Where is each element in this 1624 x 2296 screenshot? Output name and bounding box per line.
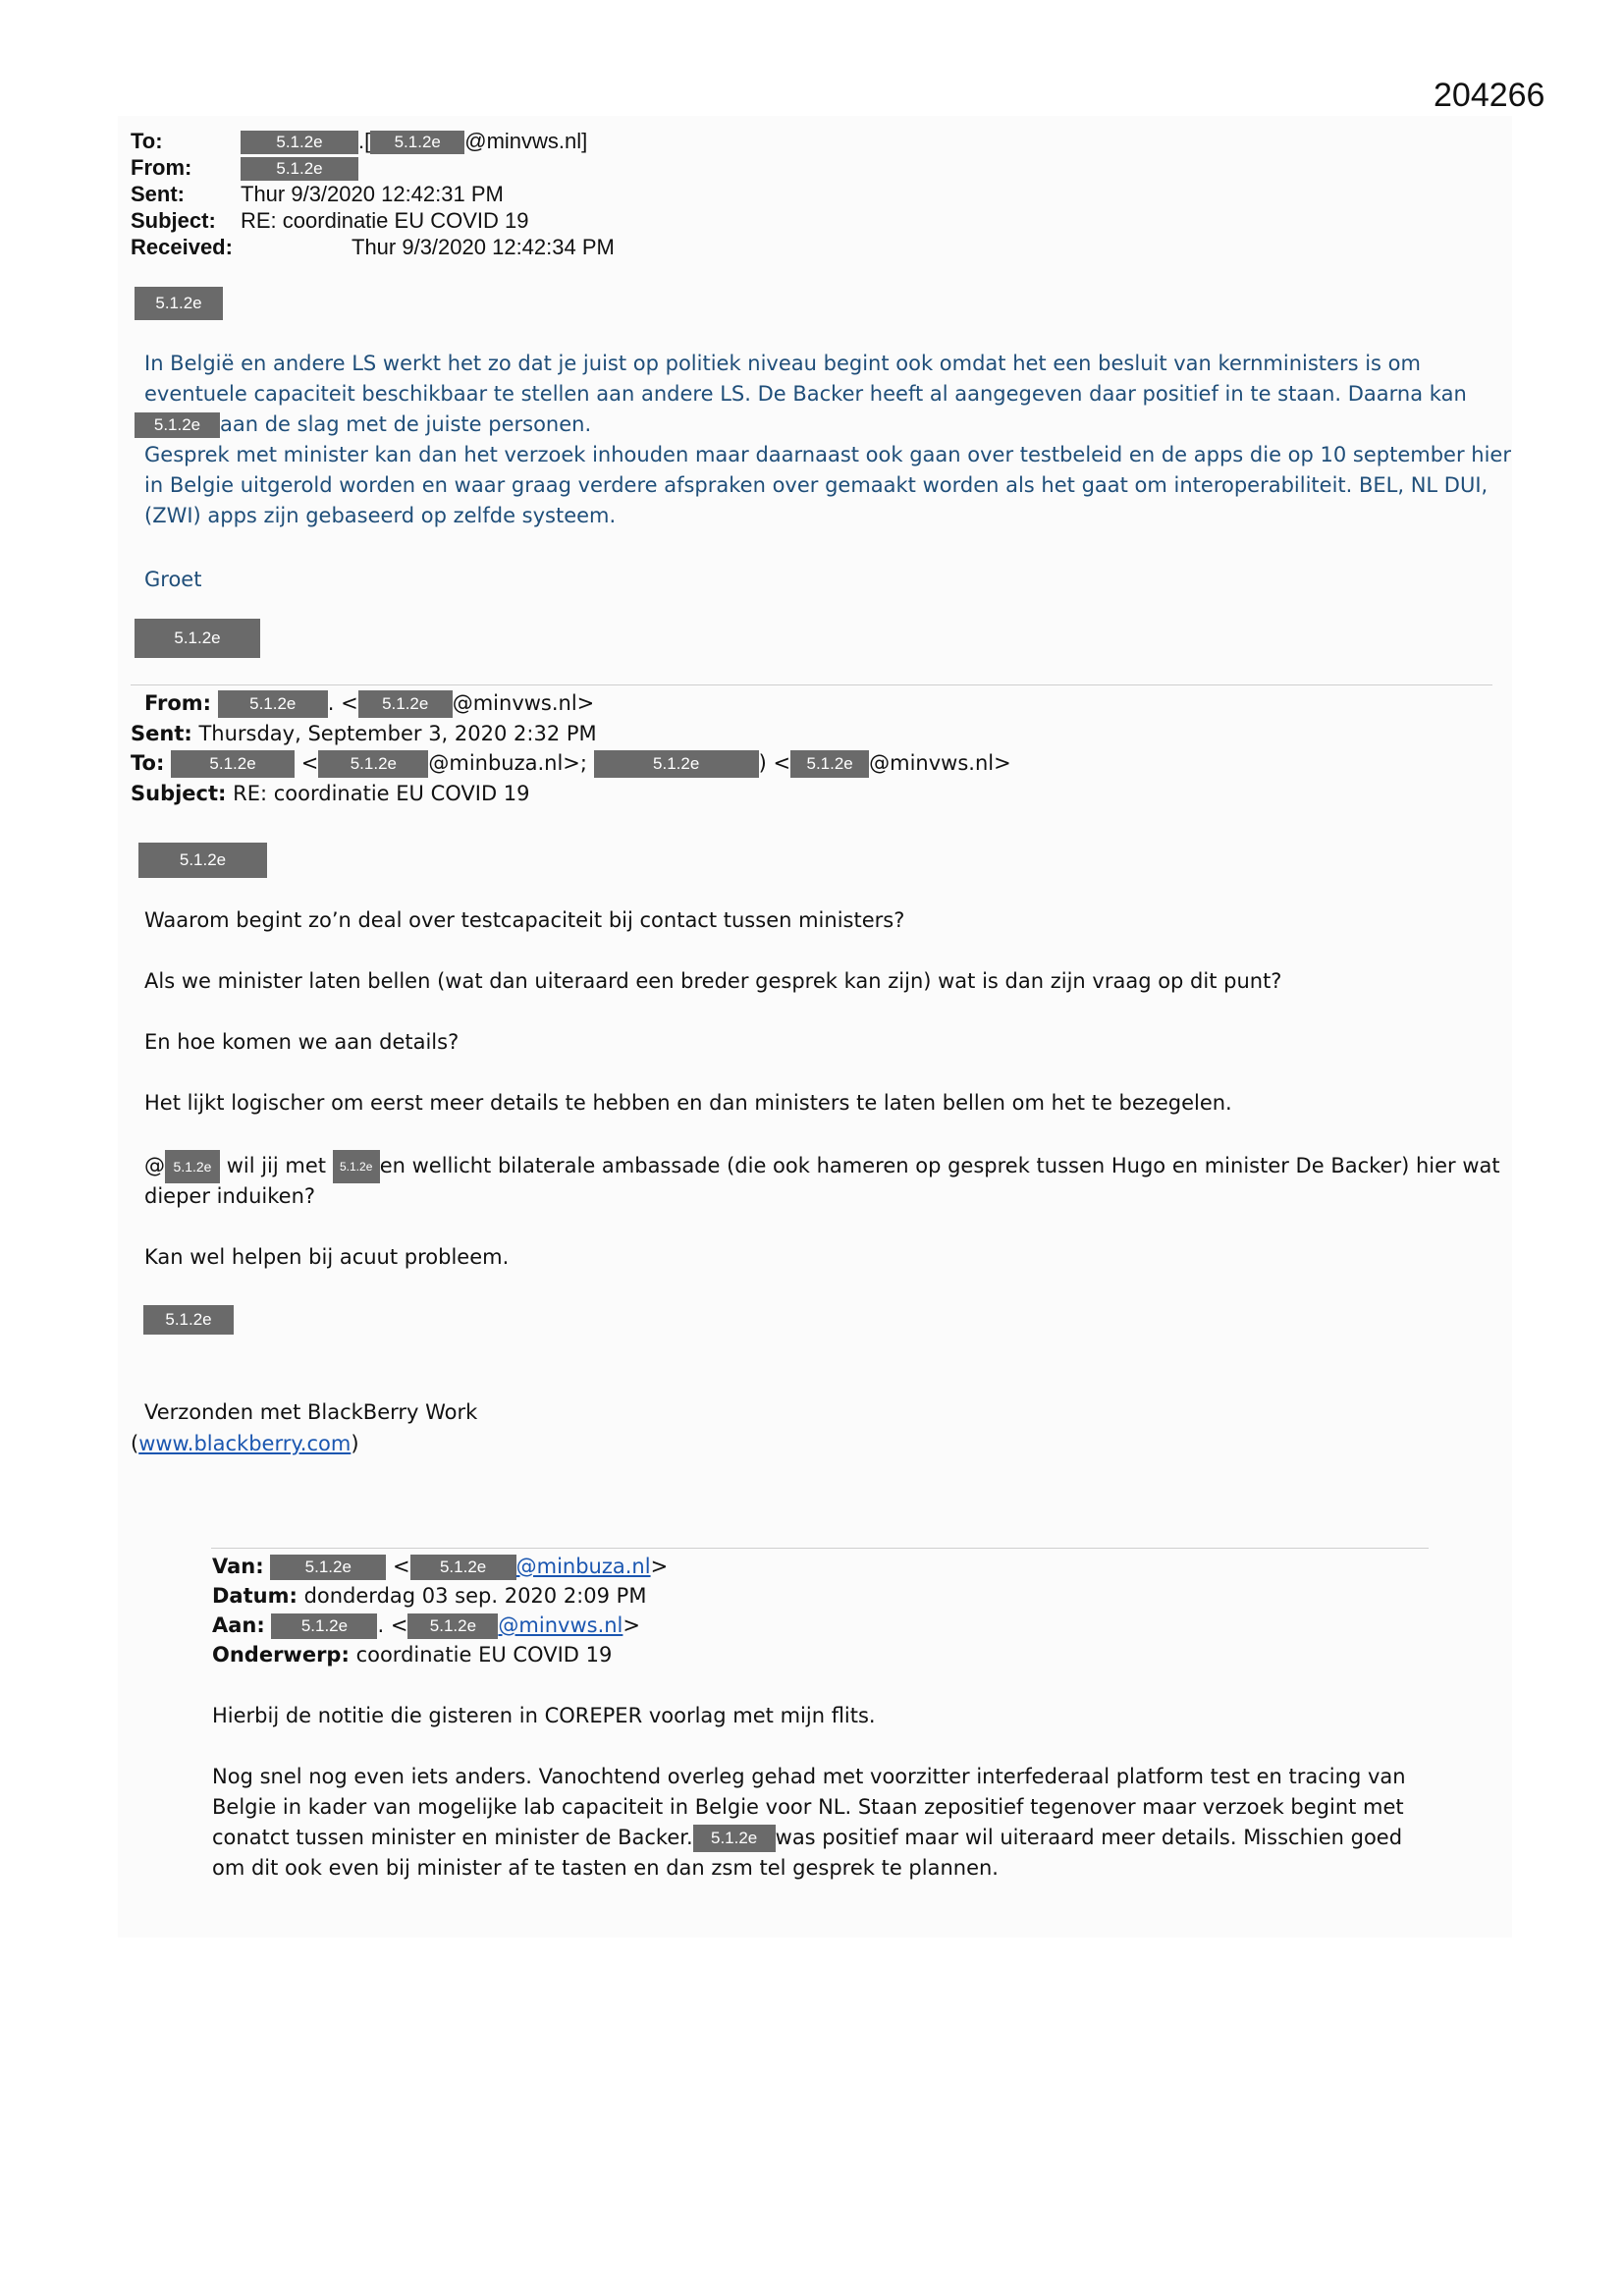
to-domain: @minbuza.nl>; [428, 751, 587, 775]
sent-value: Thursday, September 3, 2020 2:32 PM [198, 722, 597, 745]
email1-body-line: Gesprek met minister kan dan het verzoek inhouden maar daarnaast ook gaan over testbeleid en de apps die op 10 september hier [144, 443, 1511, 466]
redaction-box: 5.1.2e [241, 131, 358, 154]
redaction-box: 5.1.2e [333, 1150, 380, 1183]
email2-signature: Verzonden met BlackBerry Work [144, 1400, 478, 1424]
redaction-box: 5.1.2e [407, 1613, 498, 1639]
email2-sent-row [131, 719, 597, 749]
email1-body-line: In België en andere LS werkt het zo dat je juist op politiek niveau begint ook omdat het een besluit van kernministers is om [144, 352, 1421, 375]
datum-label: Datum: [212, 1584, 298, 1608]
van-email-link[interactable]: @minbuza.nl [515, 1555, 651, 1578]
datum-value: donderdag 03 sep. 2020 2:09 PM [303, 1584, 647, 1608]
redaction-box: 5.1.2e [135, 619, 260, 658]
email2-paragraph: Waarom begint zo’n deal over testcapaciteit bij contact tussen ministers? [144, 908, 905, 932]
email2-paragraph: En hoe komen we aan details? [144, 1030, 460, 1054]
subject-label: Subject: [131, 208, 216, 233]
separator: . < [377, 1613, 408, 1637]
redaction-box: 5.1.2e [594, 750, 759, 778]
email2-signature-link-row [131, 1429, 359, 1459]
redaction-box: 5.1.2e [318, 750, 428, 778]
onderwerp-value: coordinatie EU COVID 19 [355, 1643, 613, 1667]
email3-aan-row [212, 1611, 640, 1641]
subject-label: Subject: [131, 782, 227, 805]
to-label: To: [131, 751, 165, 775]
email3-paragraph: Hierbij de notitie die gisteren in COREPER voorlag met mijn flits. [212, 1704, 876, 1727]
redaction-box: 5.1.2e [370, 131, 464, 154]
received-value: Thur 9/3/2020 12:42:34 PM [352, 235, 615, 259]
text-fragment: en wellicht bilaterale ambassade (die ook hameren op gesprek tussen Hugo en minister De Backer) hier wat [379, 1154, 1500, 1177]
redaction-box: 5.1.2e [135, 287, 223, 320]
email2-subject-row [131, 779, 530, 809]
to-domain: @minvws.nl] [464, 129, 588, 153]
received-label: Received: [131, 235, 233, 259]
email3-onderwerp-row [212, 1640, 612, 1670]
email2-paragraph: Het lijkt logischer om eerst meer details te hebben en dan ministers te laten bellen om het te bezegelen. [144, 1091, 1232, 1115]
separator: ) < [758, 751, 791, 775]
text-fragment: wil jij met [226, 1154, 326, 1177]
separator: < [393, 1555, 410, 1578]
from-label: From: [144, 691, 212, 715]
redaction-box: 5.1.2e [693, 1825, 776, 1852]
redaction-box: 5.1.2e [790, 750, 869, 778]
redaction-box: 5.1.2e [410, 1555, 516, 1580]
email3-paragraph: om dit ook even bij minister af te tasten en dan zsm tel gesprek te plannen. [212, 1856, 999, 1880]
onderwerp-label: Onderwerp: [212, 1643, 350, 1667]
redaction-box: 5.1.2e [270, 1555, 386, 1580]
redaction-box: 5.1.2e [271, 1613, 377, 1639]
separator: . < [327, 691, 358, 715]
email2-to-row [131, 748, 1011, 779]
blackberry-link[interactable]: www.blackberry.com [138, 1432, 352, 1455]
redaction-box: 5.1.2e [358, 690, 453, 718]
email1-body-line: (ZWI) apps zijn gebaseerd op zelfde systeem. [144, 504, 617, 527]
text-fragment: was positief maar wil uiteraard meer details. Misschien goed [775, 1826, 1403, 1849]
email1-closing: Groet [144, 568, 202, 591]
to-domain: @minvws.nl> [869, 751, 1011, 775]
from-domain: @minvws.nl> [452, 691, 595, 715]
separator-line [131, 684, 1492, 685]
redaction-box: 5.1.2e [135, 412, 220, 438]
subject-value: RE: coordinatie EU COVID 19 [233, 782, 530, 805]
redaction-box: 5.1.2e [241, 157, 358, 181]
at-sign: @ [144, 1154, 165, 1177]
redaction-box: 5.1.2e [218, 690, 328, 718]
subject-value: RE: coordinatie EU COVID 19 [241, 208, 529, 233]
text-fragment: ( [131, 1432, 139, 1455]
separator: .[ [358, 129, 371, 153]
email3-paragraph: Belgie in kader van mogelijke lab capaciteit in Belgie voor NL. Staan zepositief tegenover maar verzoek begint met [212, 1795, 1404, 1819]
redaction-box: 5.1.2e [171, 750, 295, 778]
email2-paragraph [144, 1150, 1500, 1183]
text-fragment: ) [351, 1432, 359, 1455]
email1-body-line: aan de slag met de juiste personen. [220, 412, 592, 436]
email3-van-row [212, 1552, 668, 1582]
email2-paragraph: Als we minister laten bellen (wat dan uiteraard een breder gesprek kan zijn) wat is dan zijn vraag op dit punt? [144, 969, 1282, 993]
sent-label: Sent: [131, 722, 192, 745]
document-id: 204266 [1434, 77, 1545, 114]
van-label: Van: [212, 1555, 264, 1578]
text-fragment: conatct tussen minister en minister de Backer. [212, 1826, 693, 1849]
redaction-box: 5.1.2e [143, 1305, 234, 1335]
sent-value: Thur 9/3/2020 12:42:31 PM [241, 182, 504, 206]
redaction-box: 5.1.2e [165, 1150, 220, 1183]
email2-from-row [144, 688, 594, 719]
separator-line [211, 1548, 1429, 1549]
sent-label: Sent: [131, 182, 185, 206]
separator: > [623, 1613, 640, 1637]
aan-label: Aan: [212, 1613, 265, 1637]
email1-body-line: eventuele capaciteit beschikbaar te stellen aan andere LS. De Backer heeft al aangegeven daar positief in te staan. Daarna kan [144, 382, 1467, 406]
email3-paragraph [212, 1823, 1402, 1853]
from-label: From: [131, 155, 192, 180]
email1-body-line: in Belgie uitgerold worden en waar graag verdere afspraken over gemaakt worden als het gaat om interoperabiliteit. BEL, NL DUI, [144, 473, 1489, 497]
email3-datum-row [212, 1581, 646, 1612]
separator: > [650, 1555, 669, 1578]
email2-paragraph: dieper induiken? [144, 1184, 316, 1208]
aan-email-link[interactable]: @minvws.nl [498, 1613, 623, 1637]
to-label: To: [131, 129, 163, 153]
email2-paragraph: Kan wel helpen bij acuut probleem. [144, 1245, 510, 1269]
email3-paragraph: Nog snel nog even iets anders. Vanochtend overleg gehad met voorzitter interfederaal platform test en tracing van [212, 1765, 1406, 1788]
separator: < [300, 751, 319, 775]
redaction-box: 5.1.2e [138, 843, 267, 878]
